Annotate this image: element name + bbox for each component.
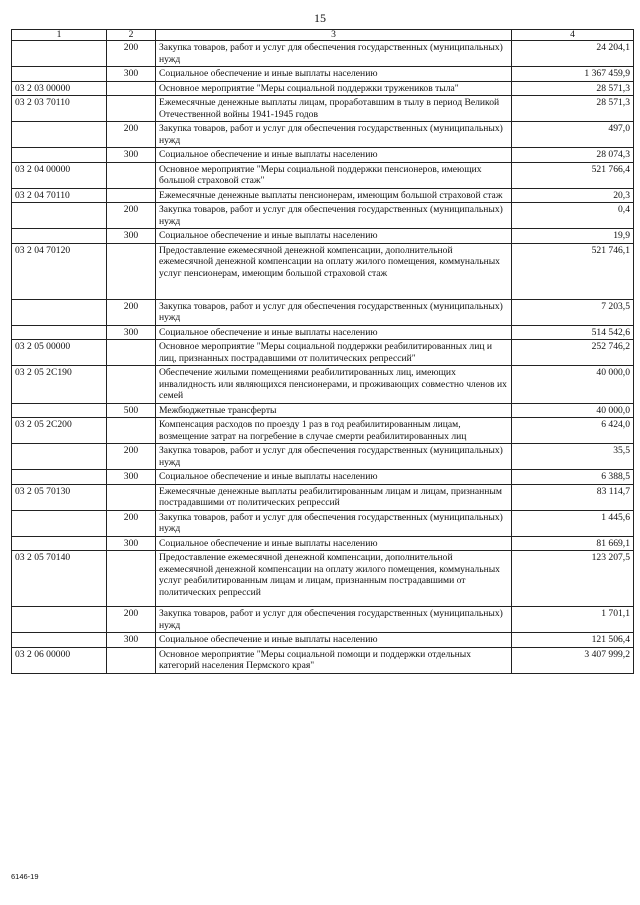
amount: 123 207,5 — [512, 551, 634, 607]
item-name: Социальное обеспечение и иные выплаты населению — [156, 633, 512, 648]
expense-type — [107, 340, 156, 366]
item-name: Закупка товаров, работ и услуг для обеспечения государственных (муниципальных) нужд — [156, 444, 512, 470]
header-col-3: 3 — [156, 30, 512, 41]
expense-type — [107, 418, 156, 444]
target-code: 03 2 05 70130 — [12, 484, 107, 510]
amount: 7 203,5 — [512, 299, 634, 325]
item-name: Закупка товаров, работ и услуг для обеспечения государственных (муниципальных) нужд — [156, 203, 512, 229]
table-row — [12, 470, 634, 485]
expense-type: 200 — [107, 299, 156, 325]
table-row — [12, 203, 634, 229]
target-code: 03 2 03 70110 — [12, 96, 107, 122]
expense-type: 200 — [107, 444, 156, 470]
item-name: Социальное обеспечение и иные выплаты населению — [156, 67, 512, 82]
expense-type — [107, 484, 156, 510]
expense-type: 300 — [107, 536, 156, 551]
expense-type: 200 — [107, 607, 156, 633]
expense-type: 300 — [107, 633, 156, 648]
item-name: Основное мероприятие "Меры социальной поддержки пенсионеров, имеющих большой страховой стаж" — [156, 162, 512, 188]
amount: 1 701,1 — [512, 607, 634, 633]
amount: 6 388,5 — [512, 470, 634, 485]
header-col-4: 4 — [512, 30, 634, 41]
amount: 40 000,0 — [512, 403, 634, 418]
expense-type: 300 — [107, 148, 156, 163]
item-name: Закупка товаров, работ и услуг для обеспечения государственных (муниципальных) нужд — [156, 122, 512, 148]
amount: 28 571,3 — [512, 96, 634, 122]
table-row — [12, 299, 634, 325]
item-name: Социальное обеспечение и иные выплаты населению — [156, 536, 512, 551]
expense-type — [107, 96, 156, 122]
amount: 83 114,7 — [512, 484, 634, 510]
expense-type: 200 — [107, 41, 156, 67]
table-body — [12, 41, 634, 674]
table-row — [12, 444, 634, 470]
item-name: Закупка товаров, работ и услуг для обеспечения государственных (муниципальных) нужд — [156, 41, 512, 67]
target-code — [12, 148, 107, 163]
item-name: Закупка товаров, работ и услуг для обеспечения государственных (муниципальных) нужд — [156, 299, 512, 325]
item-name: Основное мероприятие "Меры социальной помощи и поддержки отдельных категорий населения Пермского края" — [156, 647, 512, 673]
table-row — [12, 607, 634, 633]
amount: 1 367 459,9 — [512, 67, 634, 82]
target-code — [12, 67, 107, 82]
amount: 20,3 — [512, 188, 634, 203]
target-code — [12, 403, 107, 418]
table-row — [12, 122, 634, 148]
target-code — [12, 607, 107, 633]
table-row — [12, 41, 634, 67]
budget-table — [11, 29, 634, 674]
target-code: 03 2 03 00000 — [12, 81, 107, 96]
expense-type: 200 — [107, 122, 156, 148]
amount: 28 074,3 — [512, 148, 634, 163]
table-row — [12, 188, 634, 203]
item-name: Закупка товаров, работ и услуг для обеспечения государственных (муниципальных) нужд — [156, 510, 512, 536]
table-row — [12, 325, 634, 340]
item-name: Социальное обеспечение и иные выплаты населению — [156, 148, 512, 163]
expense-type — [107, 162, 156, 188]
target-code — [12, 229, 107, 244]
expense-type: 200 — [107, 510, 156, 536]
target-code — [12, 444, 107, 470]
item-name: Социальное обеспечение и иные выплаты населению — [156, 470, 512, 485]
table-header-row — [12, 30, 634, 41]
expense-type — [107, 188, 156, 203]
item-name: Обеспечение жилыми помещениями реабилитированных лиц, имеющих инвалидность или являющихся пенсионерами, и проживающих совместно членов их семей — [156, 366, 512, 404]
expense-type: 300 — [107, 229, 156, 244]
item-name: Межбюджетные трансферты — [156, 403, 512, 418]
target-code — [12, 470, 107, 485]
item-name: Социальное обеспечение и иные выплаты населению — [156, 325, 512, 340]
amount: 19,9 — [512, 229, 634, 244]
target-code — [12, 203, 107, 229]
target-code — [12, 633, 107, 648]
table-row — [12, 551, 634, 607]
amount: 81 669,1 — [512, 536, 634, 551]
amount: 3 407 999,2 — [512, 647, 634, 673]
expense-type: 200 — [107, 203, 156, 229]
amount: 40 000,0 — [512, 366, 634, 404]
table-row — [12, 229, 634, 244]
table-row — [12, 67, 634, 82]
amount: 1 445,6 — [512, 510, 634, 536]
amount: 24 204,1 — [512, 41, 634, 67]
table-row — [12, 510, 634, 536]
target-code — [12, 299, 107, 325]
target-code — [12, 325, 107, 340]
table-row — [12, 366, 634, 404]
table-row — [12, 96, 634, 122]
table-row — [12, 81, 634, 96]
expense-type: 300 — [107, 67, 156, 82]
table-row — [12, 148, 634, 163]
target-code: 03 2 05 2С190 — [12, 366, 107, 404]
header-col-2: 2 — [107, 30, 156, 41]
header-col-1: 1 — [12, 30, 107, 41]
page-number: 15 — [314, 11, 326, 25]
table-row — [12, 633, 634, 648]
expense-type — [107, 366, 156, 404]
target-code: 03 2 05 70140 — [12, 551, 107, 607]
item-name: Ежемесячные денежные выплаты реабилитированным лицам и лицам, признанным пострадавшими от политических репрессий — [156, 484, 512, 510]
amount: 35,5 — [512, 444, 634, 470]
target-code — [12, 122, 107, 148]
target-code: 03 2 05 00000 — [12, 340, 107, 366]
expense-type — [107, 243, 156, 299]
amount: 0,4 — [512, 203, 634, 229]
target-code — [12, 536, 107, 551]
item-name: Ежемесячные денежные выплаты пенсионерам, имеющим большой страховой стаж — [156, 188, 512, 203]
item-name: Предоставление ежемесячной денежной компенсации, дополнительной ежемесячной денежной компенсации на оплату жилого помещения, коммунальных услуг реабилитированным лицам и лицам, признанным пострадавшими от политических репрессий — [156, 551, 512, 607]
table-row — [12, 418, 634, 444]
item-name: Ежемесячные денежные выплаты лицам, проработавшим в тылу в период Великой Отечественной войны 1941-1945 годов — [156, 96, 512, 122]
target-code: 03 2 04 70110 — [12, 188, 107, 203]
expense-type: 300 — [107, 470, 156, 485]
expense-type — [107, 647, 156, 673]
footer-code: 6146-19 — [11, 872, 39, 881]
amount: 121 506,4 — [512, 633, 634, 648]
amount: 252 746,2 — [512, 340, 634, 366]
target-code: 03 2 04 70120 — [12, 243, 107, 299]
item-name: Основное мероприятие "Меры социальной поддержки тружеников тыла" — [156, 81, 512, 96]
item-name: Основное мероприятие "Меры социальной поддержки реабилитированных лиц и лиц, признанных пострадавшими от политических репрессий" — [156, 340, 512, 366]
item-name: Предоставление ежемесячной денежной компенсации, дополнительной ежемесячной денежной компенсации на оплату жилого помещения, коммунальных услуг пенсионерам, имеющим большой страховой стаж — [156, 243, 512, 299]
table-row — [12, 647, 634, 673]
item-name: Компенсация расходов по проезду 1 раз в год реабилитированным лицам, возмещение затрат на погребение в случае смерти реабилитированных лиц — [156, 418, 512, 444]
expense-type — [107, 81, 156, 96]
table-row — [12, 162, 634, 188]
amount: 514 542,6 — [512, 325, 634, 340]
amount: 521 746,1 — [512, 243, 634, 299]
item-name: Социальное обеспечение и иные выплаты населению — [156, 229, 512, 244]
table-row — [12, 484, 634, 510]
target-code: 03 2 05 2С200 — [12, 418, 107, 444]
target-code: 03 2 04 00000 — [12, 162, 107, 188]
table-row — [12, 536, 634, 551]
amount: 521 766,4 — [512, 162, 634, 188]
expense-type — [107, 551, 156, 607]
amount: 6 424,0 — [512, 418, 634, 444]
expense-type: 500 — [107, 403, 156, 418]
item-name: Закупка товаров, работ и услуг для обеспечения государственных (муниципальных) нужд — [156, 607, 512, 633]
expense-type: 300 — [107, 325, 156, 340]
table-row — [12, 340, 634, 366]
target-code — [12, 510, 107, 536]
target-code — [12, 41, 107, 67]
table-row — [12, 243, 634, 299]
table-row — [12, 403, 634, 418]
amount: 28 571,3 — [512, 81, 634, 96]
amount: 497,0 — [512, 122, 634, 148]
target-code: 03 2 06 00000 — [12, 647, 107, 673]
